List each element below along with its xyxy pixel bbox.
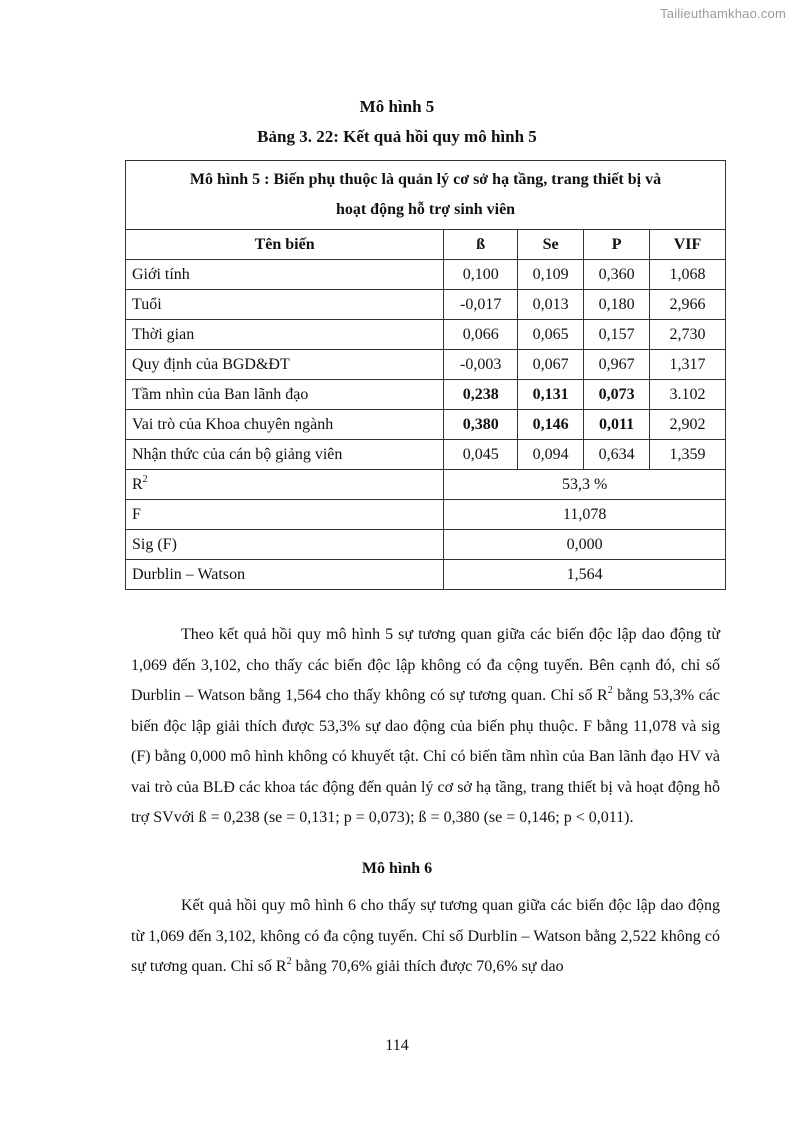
table-caption: Bảng 3. 22: Kết quả hồi quy mô hình 5 bbox=[257, 127, 537, 146]
row-vif: 2,730 bbox=[650, 320, 726, 350]
row-beta: 0,100 bbox=[444, 260, 518, 290]
header-beta: ß bbox=[444, 230, 518, 260]
row-name: Vai trò của Khoa chuyên ngành bbox=[126, 410, 444, 440]
row-name: Giới tính bbox=[126, 260, 444, 290]
f-label: F bbox=[126, 500, 444, 530]
row-vif: 1,068 bbox=[650, 260, 726, 290]
r2-label: $R^2$ bbox=[126, 470, 444, 500]
header-variable: Tên biến bbox=[126, 230, 444, 260]
summary-row-f bbox=[126, 500, 726, 530]
paragraph-model6: Kết quả hồi quy mô hình 6 cho thấy sự tương quan giữa các biến độc lập dao động từ 1,069 đến 3,102, không có đa cộng tuyến. Chỉ số Durblin – Watson bằng 2,522 không có sự tương quan. Chỉ số $R^2$ bằng 70,6% giải thích được 70,6% sự dao bbox=[131, 897, 720, 975]
row-se: 0,131 bbox=[518, 380, 584, 410]
dw-value: 1,564 bbox=[444, 560, 726, 590]
table-row bbox=[126, 290, 726, 320]
header-vif: VIF bbox=[650, 230, 726, 260]
row-beta: 0,238 bbox=[444, 380, 518, 410]
row-p: 0,634 bbox=[584, 440, 650, 470]
row-name: Quy định của BGD&ĐT bbox=[126, 350, 444, 380]
row-p: 0,360 bbox=[584, 260, 650, 290]
row-p: 0,011 bbox=[584, 410, 650, 440]
row-name: Thời gian bbox=[126, 320, 444, 350]
row-p: 0,157 bbox=[584, 320, 650, 350]
header-se: Se bbox=[518, 230, 584, 260]
row-p: 0,073 bbox=[584, 380, 650, 410]
row-se: 0,109 bbox=[518, 260, 584, 290]
table-row bbox=[126, 260, 726, 290]
table-row bbox=[126, 350, 726, 380]
row-p: 0,967 bbox=[584, 350, 650, 380]
row-name: Tầm nhìn của Ban lãnh đạo bbox=[126, 380, 444, 410]
table-row bbox=[126, 440, 726, 470]
summary-row-sig bbox=[126, 530, 726, 560]
row-vif: 2,966 bbox=[650, 290, 726, 320]
sig-value: 0,000 bbox=[444, 530, 726, 560]
summary-row-dw bbox=[126, 560, 726, 590]
row-beta: -0,003 bbox=[444, 350, 518, 380]
sig-label: Sig (F) bbox=[126, 530, 444, 560]
table-row bbox=[126, 410, 726, 440]
model6-heading: Mô hình 6 bbox=[361, 860, 433, 877]
dw-label: Durblin – Watson bbox=[126, 560, 444, 590]
table-row bbox=[126, 320, 726, 350]
paragraph-model5: Theo kết quả hồi quy mô hình 5 sự tương quan giữa các biến độc lập dao động từ 1,069 đến 3,102, cho thấy các biến độc lập không có đa cộng tuyến. Bên cạnh đó, chỉ số Durblin – Watson bằng 1,564 cho thấy không có sự tương quan. Chỉ số $R^2$ bằng 53,3% các biến độc lập giải thích được 53,3% sự dao động của biến phụ thuộc. F bằng 11,078 và sig (F) bằng 0,000 mô hình không có khuyết tật. Chỉ có biến tầm nhìn của Ban lãnh đạo HV và vai trò của BLĐ các khoa tác động đến quản lý cơ sở hạ tầng, trang thiết bị và hoạt động hỗ trợ SVvới ß = 0,238 (se = 0,131; p = 0,073); ß = 0,380 (se = 0,146; p < 0,011). bbox=[131, 626, 720, 826]
table-title bbox=[126, 161, 726, 230]
row-vif: 1,317 bbox=[650, 350, 726, 380]
table-title-line1: Mô hình 5 : Biến phụ thuộc là quản lý cơ sở hạ tầng, trang thiết bị và bbox=[189, 171, 662, 188]
row-vif: 1,359 bbox=[650, 440, 726, 470]
row-se: 0,146 bbox=[518, 410, 584, 440]
table-title-line2: hoạt động hỗ trợ sinh viên bbox=[335, 201, 516, 218]
table-title-row bbox=[126, 161, 726, 230]
row-name: Nhận thức của cán bộ giảng viên bbox=[126, 440, 444, 470]
row-vif: 2,902 bbox=[650, 410, 726, 440]
table-header-row bbox=[126, 230, 726, 260]
row-beta: 0,066 bbox=[444, 320, 518, 350]
r2-value: 53,3 % bbox=[444, 470, 726, 500]
row-se: 0,094 bbox=[518, 440, 584, 470]
row-beta: 0,380 bbox=[444, 410, 518, 440]
summary-row-r2 bbox=[126, 470, 726, 500]
header-p: P bbox=[584, 230, 650, 260]
table-row bbox=[126, 380, 726, 410]
row-beta: -0,017 bbox=[444, 290, 518, 320]
model-heading: Mô hình 5 bbox=[359, 97, 435, 116]
watermark: Tailieuthamkhao.com bbox=[660, 6, 786, 21]
row-name: Tuổi bbox=[126, 290, 444, 320]
page-number: 114 bbox=[385, 1037, 409, 1054]
row-se: 0,013 bbox=[518, 290, 584, 320]
f-value: 11,078 bbox=[444, 500, 726, 530]
row-beta: 0,045 bbox=[444, 440, 518, 470]
row-se: 0,065 bbox=[518, 320, 584, 350]
row-vif: 3.102 bbox=[650, 380, 726, 410]
regression-table bbox=[125, 160, 726, 590]
row-se: 0,067 bbox=[518, 350, 584, 380]
row-p: 0,180 bbox=[584, 290, 650, 320]
